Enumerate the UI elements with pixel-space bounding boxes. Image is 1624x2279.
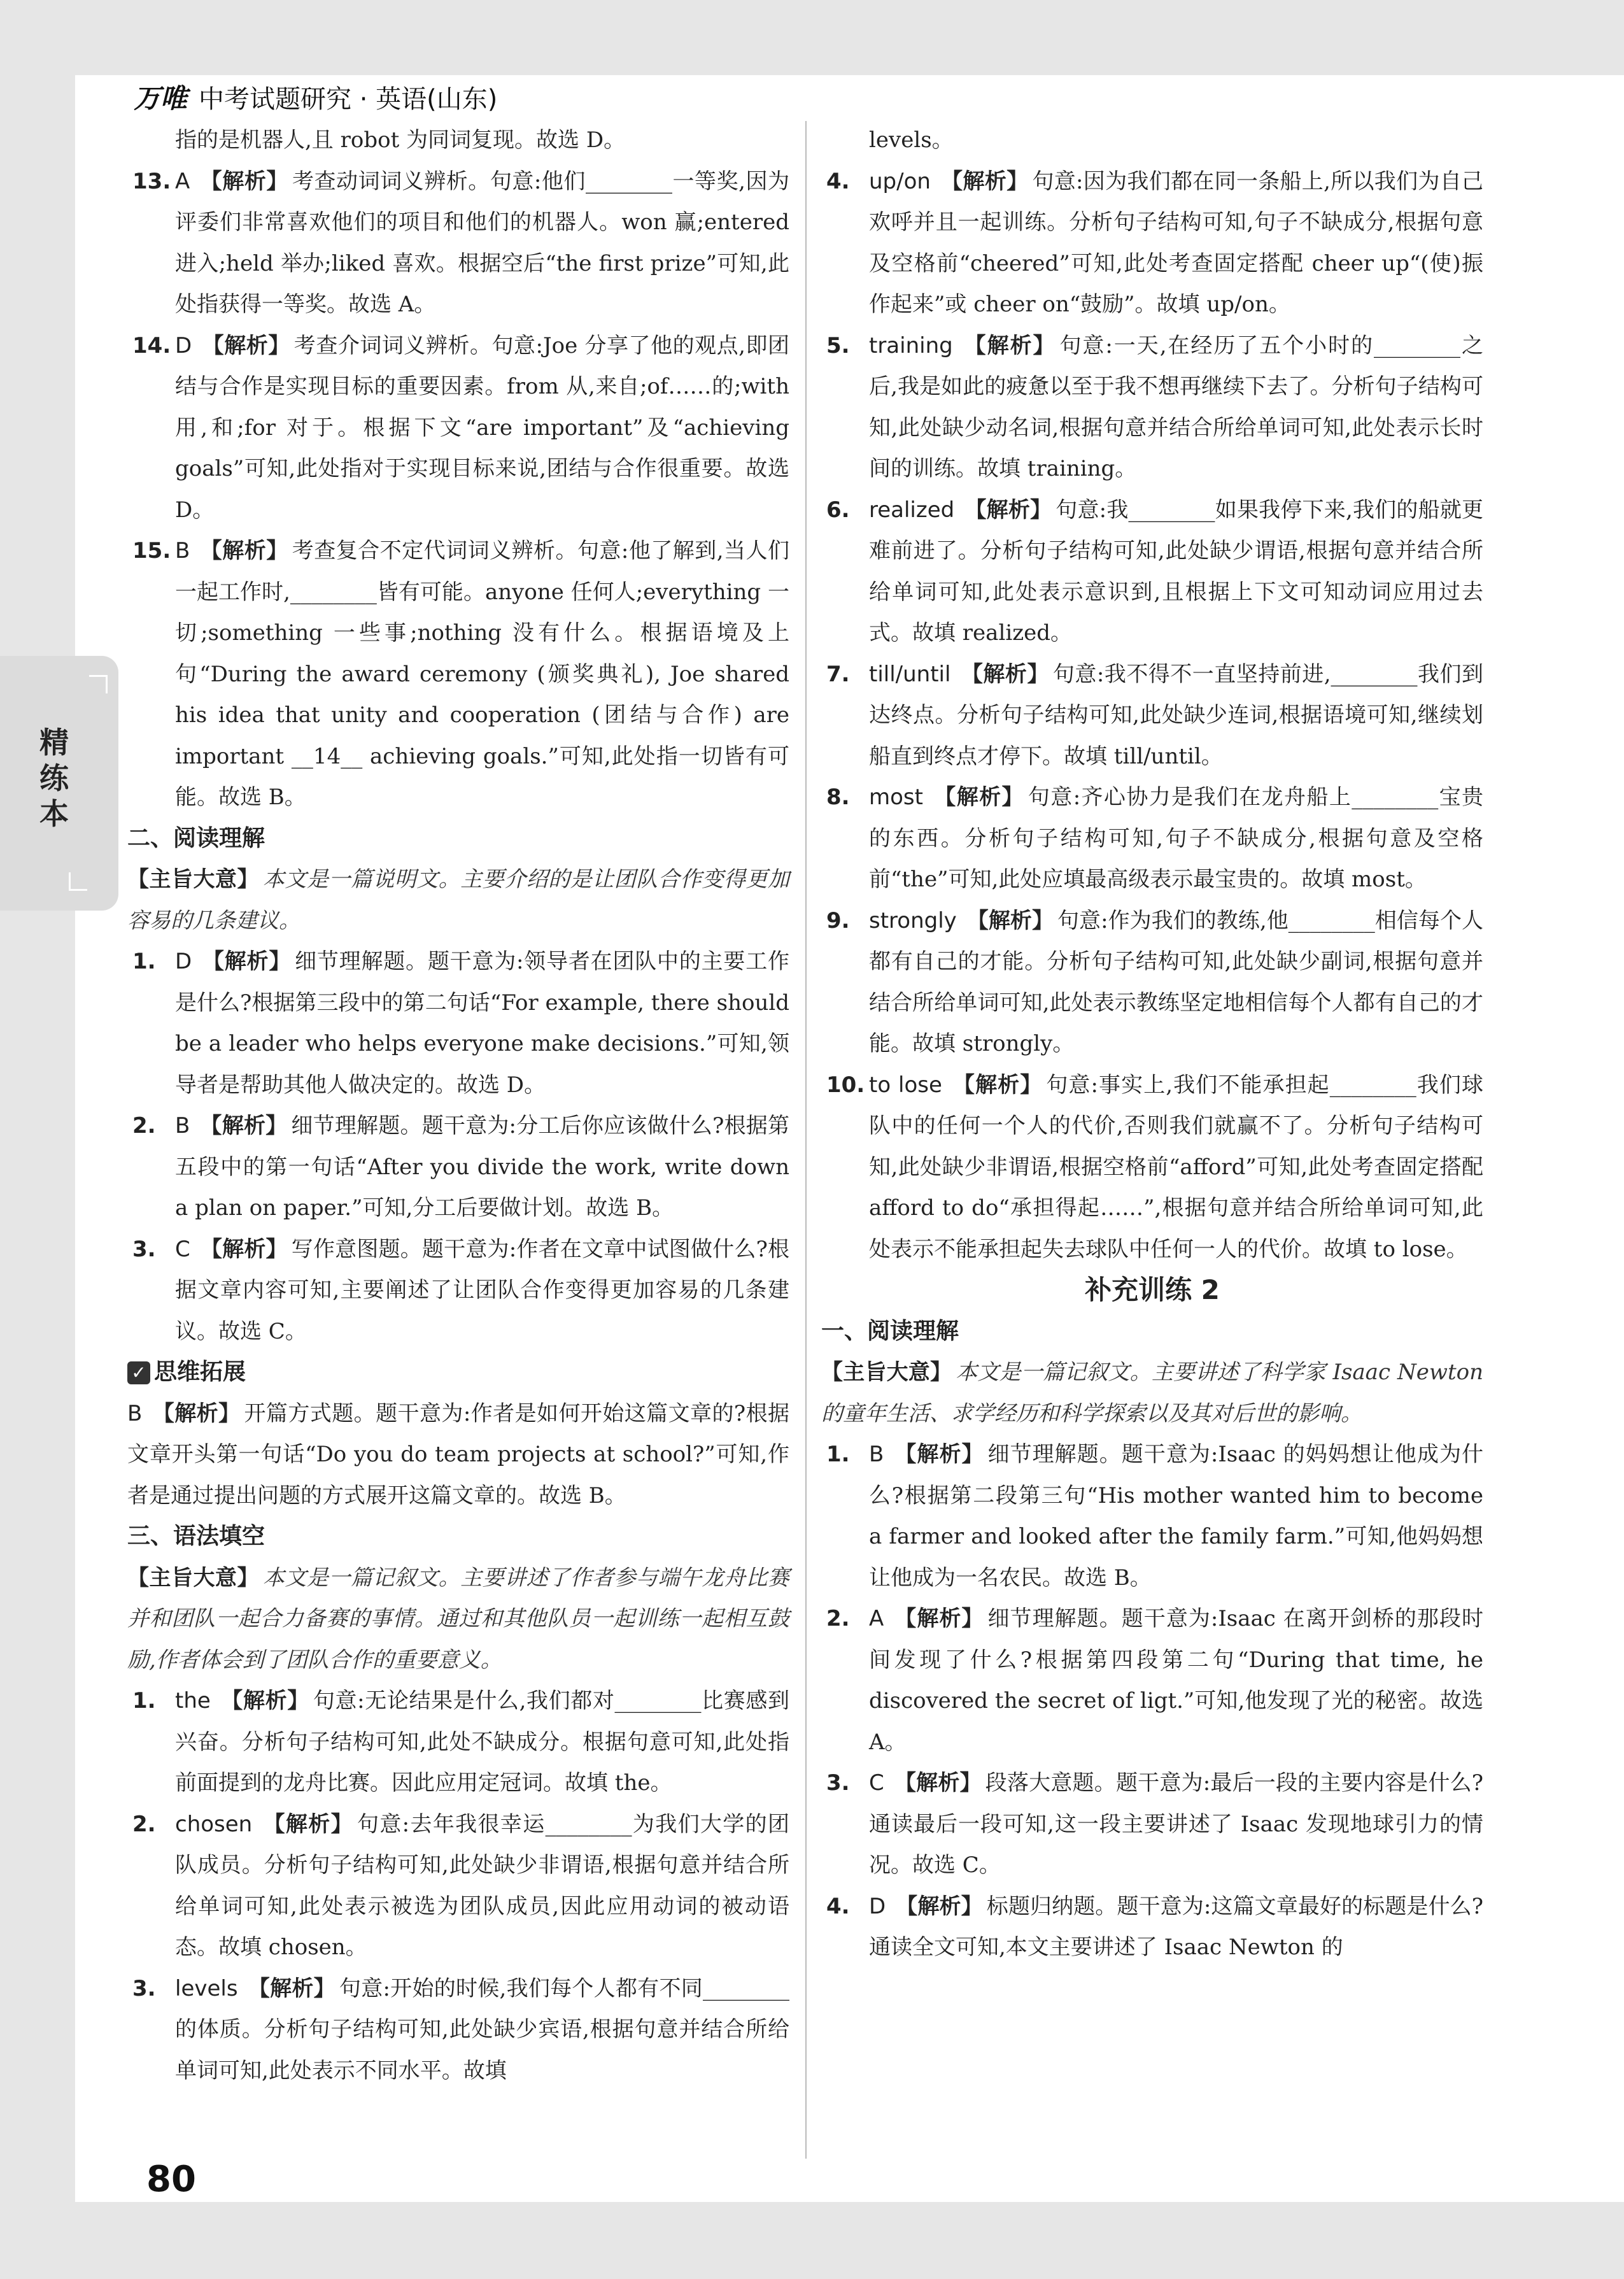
right-column	[821, 120, 1483, 1968]
answer-item-g7	[821, 654, 1483, 777]
continued-text: 指的是机器人,且 robot 为同词复现。故选 D。	[175, 127, 626, 153]
section-heading: 一、阅读理解	[821, 1317, 959, 1344]
item-number: 2.	[132, 1113, 156, 1139]
supplementary-training-title: 补充训练 2	[1085, 1274, 1220, 1305]
analysis-tag: 【解析】	[202, 332, 290, 359]
item-number: 1.	[132, 1688, 156, 1714]
item-number: 14.	[132, 332, 171, 359]
answer-item-13	[127, 161, 789, 325]
running-header	[134, 78, 497, 116]
answer-item-s4	[821, 1886, 1483, 1968]
analysis-tag: 【解析】	[202, 949, 292, 974]
item-number: 2.	[826, 1606, 850, 1631]
analysis-tag: 【解析】	[152, 1400, 241, 1426]
answer-key: till/until	[869, 661, 951, 687]
section-heading: 二、阅读理解	[127, 825, 265, 851]
analysis-text: 句意:作为我们的教练,他________相信每个人都有自己的才能。分析句子结构可知,此处缺少副词,根据句意并结合所给单词可知,此处表示教练坚定地相信每个人都有自己的才能。故填 strongly。	[869, 907, 1483, 1056]
answer-key: A	[869, 1606, 884, 1631]
answer-key: realized	[869, 497, 955, 523]
item-number: 3.	[132, 1975, 156, 2001]
item-number: 2.	[132, 1811, 156, 1837]
item-number: 5.	[826, 332, 850, 359]
gist-paragraph	[127, 1558, 789, 1681]
side-tab	[0, 656, 118, 911]
item-number: 1.	[132, 949, 156, 974]
gist-tag: 【主旨大意】	[127, 1565, 259, 1591]
analysis-text: 细节理解题。题干意为:分工后你应该做什么?根据第五段中的第一句话“After you divide the work, write down a plan on paper.”可知,分工后要做计划。故选 B。	[175, 1113, 790, 1221]
item-number: 13.	[132, 168, 171, 194]
answer-key: strongly	[869, 907, 957, 934]
analysis-tag: 【解析】	[262, 1811, 353, 1837]
answer-item-s3	[821, 1763, 1483, 1886]
left-column	[127, 120, 789, 2091]
analysis-tag: 【解析】	[896, 1893, 983, 1919]
answer-item-g10	[821, 1065, 1483, 1270]
analysis-tag: 【解析】	[200, 1236, 288, 1262]
analysis-text: 句意:齐心协力是我们在龙舟船上________宝贵的东西。分析句子结构可知,句子不缺成分,根据句意及空格前“the”可知,此处应填最高级表示最宝贵的。故填 most。	[869, 785, 1483, 892]
analysis-text: 段落大意题。题干意为:最后一段的主要内容是什么?通读最后一段可知,这一段主要讲述了 Isaac 发现地球引力的情况。故选 C。	[869, 1770, 1484, 1878]
answer-key: B	[175, 538, 190, 564]
answer-key: levels	[175, 1975, 238, 2001]
gist-text: 本文是一篇记叙文。主要讲述了科学家 Isaac Newton 的童年生活、求学经历和科学探索以及其对后世的影响。	[821, 1360, 1483, 1426]
item-number: 3.	[826, 1770, 850, 1796]
analysis-tag: 【解析】	[966, 907, 1054, 934]
analysis-tag: 【解析】	[894, 1606, 984, 1631]
analysis-tag: 【解析】	[933, 785, 1024, 810]
answer-key: up/on	[869, 168, 931, 194]
item-number: 6.	[826, 497, 850, 523]
gist-tag: 【主旨大意】	[821, 1360, 952, 1385]
analysis-tag: 【解析】	[952, 1072, 1043, 1098]
side-tab-label: 精练本	[39, 725, 69, 831]
item-number: 7.	[826, 661, 850, 687]
answer-item-r2	[127, 1105, 789, 1229]
corner-mark-icon	[69, 872, 87, 891]
analysis-text: 句意:事实上,我们不能承担起________我们球队中的任何一个人的代价,否则我们就赢不了。分析句子结构可知,此处缺少非谓语,根据空格前“afford”可知,此处考查固定搭配 afford to do“承担得起……”,根据句意并结合所给单词可知,此处表示不能承担起失去球队中任何一人的代价。故填 to lose。	[869, 1072, 1483, 1262]
continued-text: levels。	[869, 127, 954, 153]
analysis-text: 细节理解题。题干意为:Isaac 的妈妈想让他成为什么?根据第二段第三句“His mother wanted him to become a farmer and looked after the family farm.”可知,他妈妈想让他成为一名农民。故选 B。	[869, 1442, 1483, 1591]
analysis-tag: 【解析】	[894, 1442, 984, 1467]
analysis-tag: 【解析】	[894, 1770, 982, 1796]
gist-tag: 【主旨大意】	[127, 867, 259, 892]
analysis-tag: 【解析】	[963, 332, 1056, 359]
checkbox-icon: ✓	[127, 1361, 150, 1384]
answer-item-g9	[821, 900, 1483, 1065]
book-title: 中考试题研究 · 英语(山东)	[199, 85, 498, 114]
page-number: 80	[146, 2159, 196, 2200]
answer-item-r1	[127, 941, 789, 1105]
analysis-tag: 【解析】	[220, 1688, 309, 1714]
answer-key: C	[869, 1770, 884, 1796]
thinking-extension-heading	[127, 1352, 789, 1393]
item-number: 3.	[132, 1236, 156, 1262]
answer-key: to lose	[869, 1072, 942, 1098]
analysis-text: 句意:开始的时候,我们每个人都有不同________的体质。分析句子结构可知,此处缺少宾语,根据句意并结合所给单词可知,此处表示不同水平。故填	[175, 1975, 790, 2084]
answer-key: the	[175, 1688, 211, 1714]
answer-key: D	[175, 949, 192, 974]
answer-key: B	[175, 1113, 190, 1139]
analysis-text: 考查介词词义辨析。句意:Joe 分享了他的观点,即团结与合作是实现目标的重要因素。from 从,来自;of……的;with 用,和;for 对于。根据下文“are important”及“achieving goals”可知,此处指对于实现目标来说,团结与合作很重要。故选 D。	[175, 332, 790, 523]
answer-item-r3	[127, 1229, 789, 1352]
brand-logo: 万唯	[134, 83, 188, 114]
analysis-tag: 【解析】	[940, 168, 1029, 194]
answer-item-g3	[127, 1968, 789, 2092]
corner-mark-icon	[89, 675, 108, 693]
gist-text: 本文是一篇说明文。主要介绍的是让团队合作变得更加容易的几条建议。	[127, 867, 790, 934]
answer-key: D	[175, 332, 192, 359]
thinking-extension-title: 思维拓展	[154, 1359, 246, 1385]
analysis-text: 句意:一天,在经历了五个小时的________之后,我是如此的疲惫以至于我不想再继续下去了。分析句子结构可知,此处缺少动名词,根据句意并结合所给单词可知,此处表示长时间的训练。故填 training。	[869, 332, 1483, 481]
gist-paragraph	[127, 859, 789, 941]
answer-key: training	[869, 332, 953, 359]
answer-item-s2	[821, 1598, 1483, 1763]
analysis-text: 开篇方式题。题干意为:作者是如何开始这篇文章的?根据文章开头第一句话“Do you do team projects at school?”可知,作者是通过提出问题的方式展开这篇文章的。故选 B。	[127, 1400, 790, 1509]
answer-key: D	[869, 1893, 886, 1919]
section-heading: 三、语法填空	[127, 1523, 265, 1549]
thinking-extension-answer	[127, 1393, 789, 1517]
answer-key: B	[127, 1400, 143, 1426]
analysis-tag: 【解析】	[200, 168, 288, 194]
analysis-text: 细节理解题。题干意为:Isaac 在离开剑桥的那段时间发现了什么?根据第四段第二句“During that time, he discovered the secret of ligt.”可知,他发现了光的秘密。故选 A。	[869, 1606, 1483, 1755]
analysis-text: 考查复合不定代词词义辨析。句意:他了解到,当人们一起工作时,________皆有可能。anyone 任何人;everything 一切;something 一些事;nothing 没有什么。根据语境及上句“During the award ceremony (颁奖典礼), Joe shared his idea that unity and cooperation (团结与合作) are important __14__ achieving goals.”可知,此处指一切皆有可能。故选 B。	[175, 538, 790, 810]
answer-key: chosen	[175, 1811, 253, 1837]
answer-key: A	[175, 168, 190, 194]
item-number: 4.	[826, 1893, 850, 1919]
gist-paragraph	[821, 1352, 1483, 1434]
item-number: 1.	[826, 1442, 850, 1467]
analysis-tag: 【解析】	[200, 538, 288, 564]
answer-key: C	[175, 1236, 190, 1262]
answer-key: B	[869, 1442, 884, 1467]
analysis-tag: 【解析】	[248, 1975, 335, 2001]
analysis-text: 句意:去年我很幸运________为我们大学的团队成员。分析句子结构可知,此处缺少非谓语,根据句意并结合所给单词可知,此处表示被选为团队成员,因此应用动词的被动语态。故填 chosen。	[175, 1811, 789, 1960]
answer-item-s1	[821, 1434, 1483, 1598]
analysis-text: 细节理解题。题干意为:领导者在团队中的主要工作是什么?根据第三段中的第二句话“For example, there should be a leader who helps everyone make decisions.”可知,领导者是帮助其他人做决定的。故选 D。	[175, 949, 789, 1098]
answer-item-g5	[821, 325, 1483, 490]
analysis-text: 句意:因为我们都在同一条船上,所以我们为自己欢呼并且一起训练。分析句子结构可知,句子不缺成分,根据句意及空格前“cheered”可知,此处考查固定搭配 cheer up“(使)振作起来”或 cheer on“鼓励”。故填 up/on。	[869, 168, 1483, 317]
analysis-text: 句意:我________如果我停下来,我们的船就更难前进了。分析句子结构可知,此处缺少谓语,根据句意并结合所给单词可知,此处表示意识到,且根据上下文可知动词应用过去式。故填 realized。	[869, 497, 1484, 646]
item-number: 4.	[826, 168, 850, 194]
item-number: 8.	[826, 785, 850, 810]
item-number: 15.	[132, 538, 171, 564]
gist-text: 本文是一篇记叙文。主要讲述了作者参与端午龙舟比赛并和团队一起合力备赛的事情。通过和其他队员一起训练一起相互鼓励,作者体会到了团队合作的重要意义。	[127, 1565, 790, 1673]
answer-item-g4	[821, 161, 1483, 325]
answer-item-g2	[127, 1804, 789, 1968]
answer-key: most	[869, 785, 923, 810]
analysis-tag: 【解析】	[964, 497, 1052, 523]
analysis-text: 句意:我不得不一直坚持前进,________我们到达终点。分析句子结构可知,此处缺少连词,根据语境可知,继续划船直到终点才停下。故填 till/until。	[869, 661, 1484, 769]
answer-item-g1	[127, 1680, 789, 1804]
analysis-text: 标题归纳题。题干意为:这篇文章最好的标题是什么?通读全文可知,本文主要讲述了 Isaac Newton 的	[869, 1893, 1483, 1960]
answer-item-15	[127, 530, 789, 818]
answer-item-g8	[821, 777, 1483, 900]
analysis-tag: 【解析】	[200, 1113, 288, 1139]
analysis-text: 句意:无论结果是什么,我们都对________比赛感到兴奋。分析句子结构可知,此处不缺成分。根据句意可知,此处指前面提到的龙舟比赛。因此应用定冠词。故填 the。	[175, 1688, 789, 1796]
answer-item-g6	[821, 490, 1483, 654]
analysis-tag: 【解析】	[961, 661, 1049, 687]
item-number: 10.	[826, 1072, 865, 1098]
analysis-text: 写作意图题。题干意为:作者在文章中试图做什么?根据文章内容可知,主要阐述了让团队合作变得更加容易的几条建议。故选 C。	[175, 1236, 790, 1344]
answer-item-14	[127, 325, 789, 531]
column-divider	[805, 121, 807, 2159]
analysis-text: 考查动词词义辨析。句意:他们________一等奖,因为评委们非常喜欢他们的项目和他们的机器人。won 赢;entered 进入;held 举办;liked 喜欢。根据空后“the first prize”可知,此处指获得一等奖。故选 A。	[175, 168, 790, 317]
item-number: 9.	[826, 907, 850, 934]
